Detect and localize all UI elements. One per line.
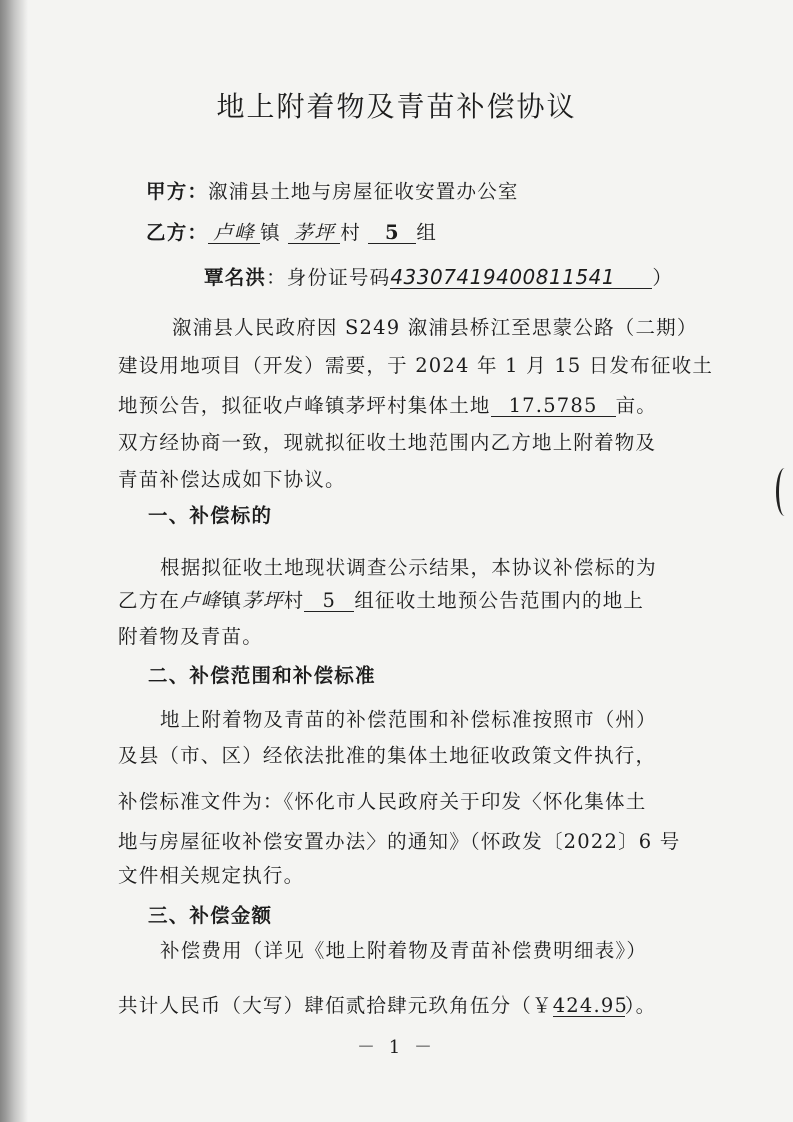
intro-line-4: 双方经协商一致，现就拟征收土地范围内乙方地上附着物及 — [118, 431, 657, 454]
section-1-village: 茅坪 — [242, 589, 284, 612]
intro-line-3 — [118, 390, 657, 418]
section-1-line-3: 附着物及青苗。 — [118, 625, 263, 648]
party-b-row — [146, 217, 437, 245]
id-number: 43307419400811541 — [390, 267, 652, 289]
intro-line-2: 建设用地项目（开发）需要，于 2024 年 1 月 15 日发布征收土 — [118, 354, 714, 377]
section-3-line-1: 补偿费用（详见《地上附着物及青苗补偿费明细表》） — [160, 939, 648, 962]
intro-line-3-text: 地预公告，拟征收卢峰镇茅坪村集体土地 — [118, 394, 491, 417]
intro-line-5: 青苗补偿达成如下协议。 — [118, 468, 346, 491]
section-2-line-1: 地上附着物及青苗的补偿范围和补偿标准按照市（州） — [160, 708, 657, 731]
party-b-town: 卢峰 — [208, 223, 260, 244]
section-1-line-1: 根据拟征收土地现状调查公示结果，本协议补偿标的为 — [160, 556, 657, 579]
party-b-label: 乙方： — [146, 221, 209, 244]
intro-line-3-unit: 亩。 — [615, 394, 658, 417]
id-close-paren: ） — [652, 266, 674, 289]
section-1-line-2 — [118, 585, 644, 613]
section-1-heading: 一、补偿标的 — [148, 504, 273, 527]
party-a-label: 甲方： — [146, 180, 209, 203]
page-number: － 1 － — [357, 1037, 436, 1058]
section-1-group: 5 — [304, 591, 354, 612]
party-a-row — [146, 176, 519, 204]
section-2-heading: 二、补偿范围和补偿标准 — [148, 664, 376, 687]
land-area-value: 17.5785 — [491, 396, 616, 417]
section-3-line-2-pre: 共计人民币（大写）肆佰贰拾肆元玖角伍分（￥ — [118, 994, 553, 1017]
section-2-line-3: 补偿标准文件为：《怀化市人民政府关于印发〈怀化集体土 — [118, 790, 647, 813]
section-1-town: 卢峰 — [180, 589, 222, 612]
section-1-town-suffix: 镇 — [221, 589, 243, 612]
section-3-line-2-post: ）。 — [624, 994, 657, 1017]
id-label: ：身份证号码 — [266, 266, 391, 289]
document-title: 地上附着物及青苗补偿协议 — [216, 90, 577, 123]
section-1-line-2-post: 组征收土地预公告范围内的地上 — [354, 589, 645, 612]
intro-line-1: 溆浦县人民政府因 S249 溆浦县桥江至思蒙公路（二期） — [172, 316, 698, 339]
section-1-line-2-pre: 乙方在 — [118, 589, 181, 612]
section-3-line-2 — [118, 990, 656, 1018]
section-2-line-2: 及县（市、区）经依法批准的集体土地征收政策文件执行， — [118, 744, 657, 767]
binding-hole-mark — [776, 468, 793, 516]
party-b-village-suffix: 村 — [340, 221, 361, 244]
party-b-village: 茅坪 — [288, 223, 340, 244]
section-2-line-5: 文件相关规定执行。 — [118, 864, 305, 887]
person-name: 覃名洪 — [204, 266, 267, 289]
section-3-heading: 三、补偿金额 — [148, 904, 273, 927]
party-b-group: 5 — [368, 223, 416, 244]
scan-shadow-edge — [0, 0, 28, 1122]
party-b-group-suffix: 组 — [416, 221, 438, 244]
party-b-town-suffix: 镇 — [260, 221, 281, 244]
party-a-value: 溆浦县土地与房屋征收安置办公室 — [208, 180, 519, 203]
compensation-amount: 424.95 — [552, 994, 629, 1017]
section-1-village-suffix: 村 — [283, 589, 305, 612]
section-2-line-4: 地与房屋征收补偿安置办法〉的通知》（怀政发〔2022〕6 号 — [118, 830, 681, 853]
person-row — [204, 262, 673, 290]
